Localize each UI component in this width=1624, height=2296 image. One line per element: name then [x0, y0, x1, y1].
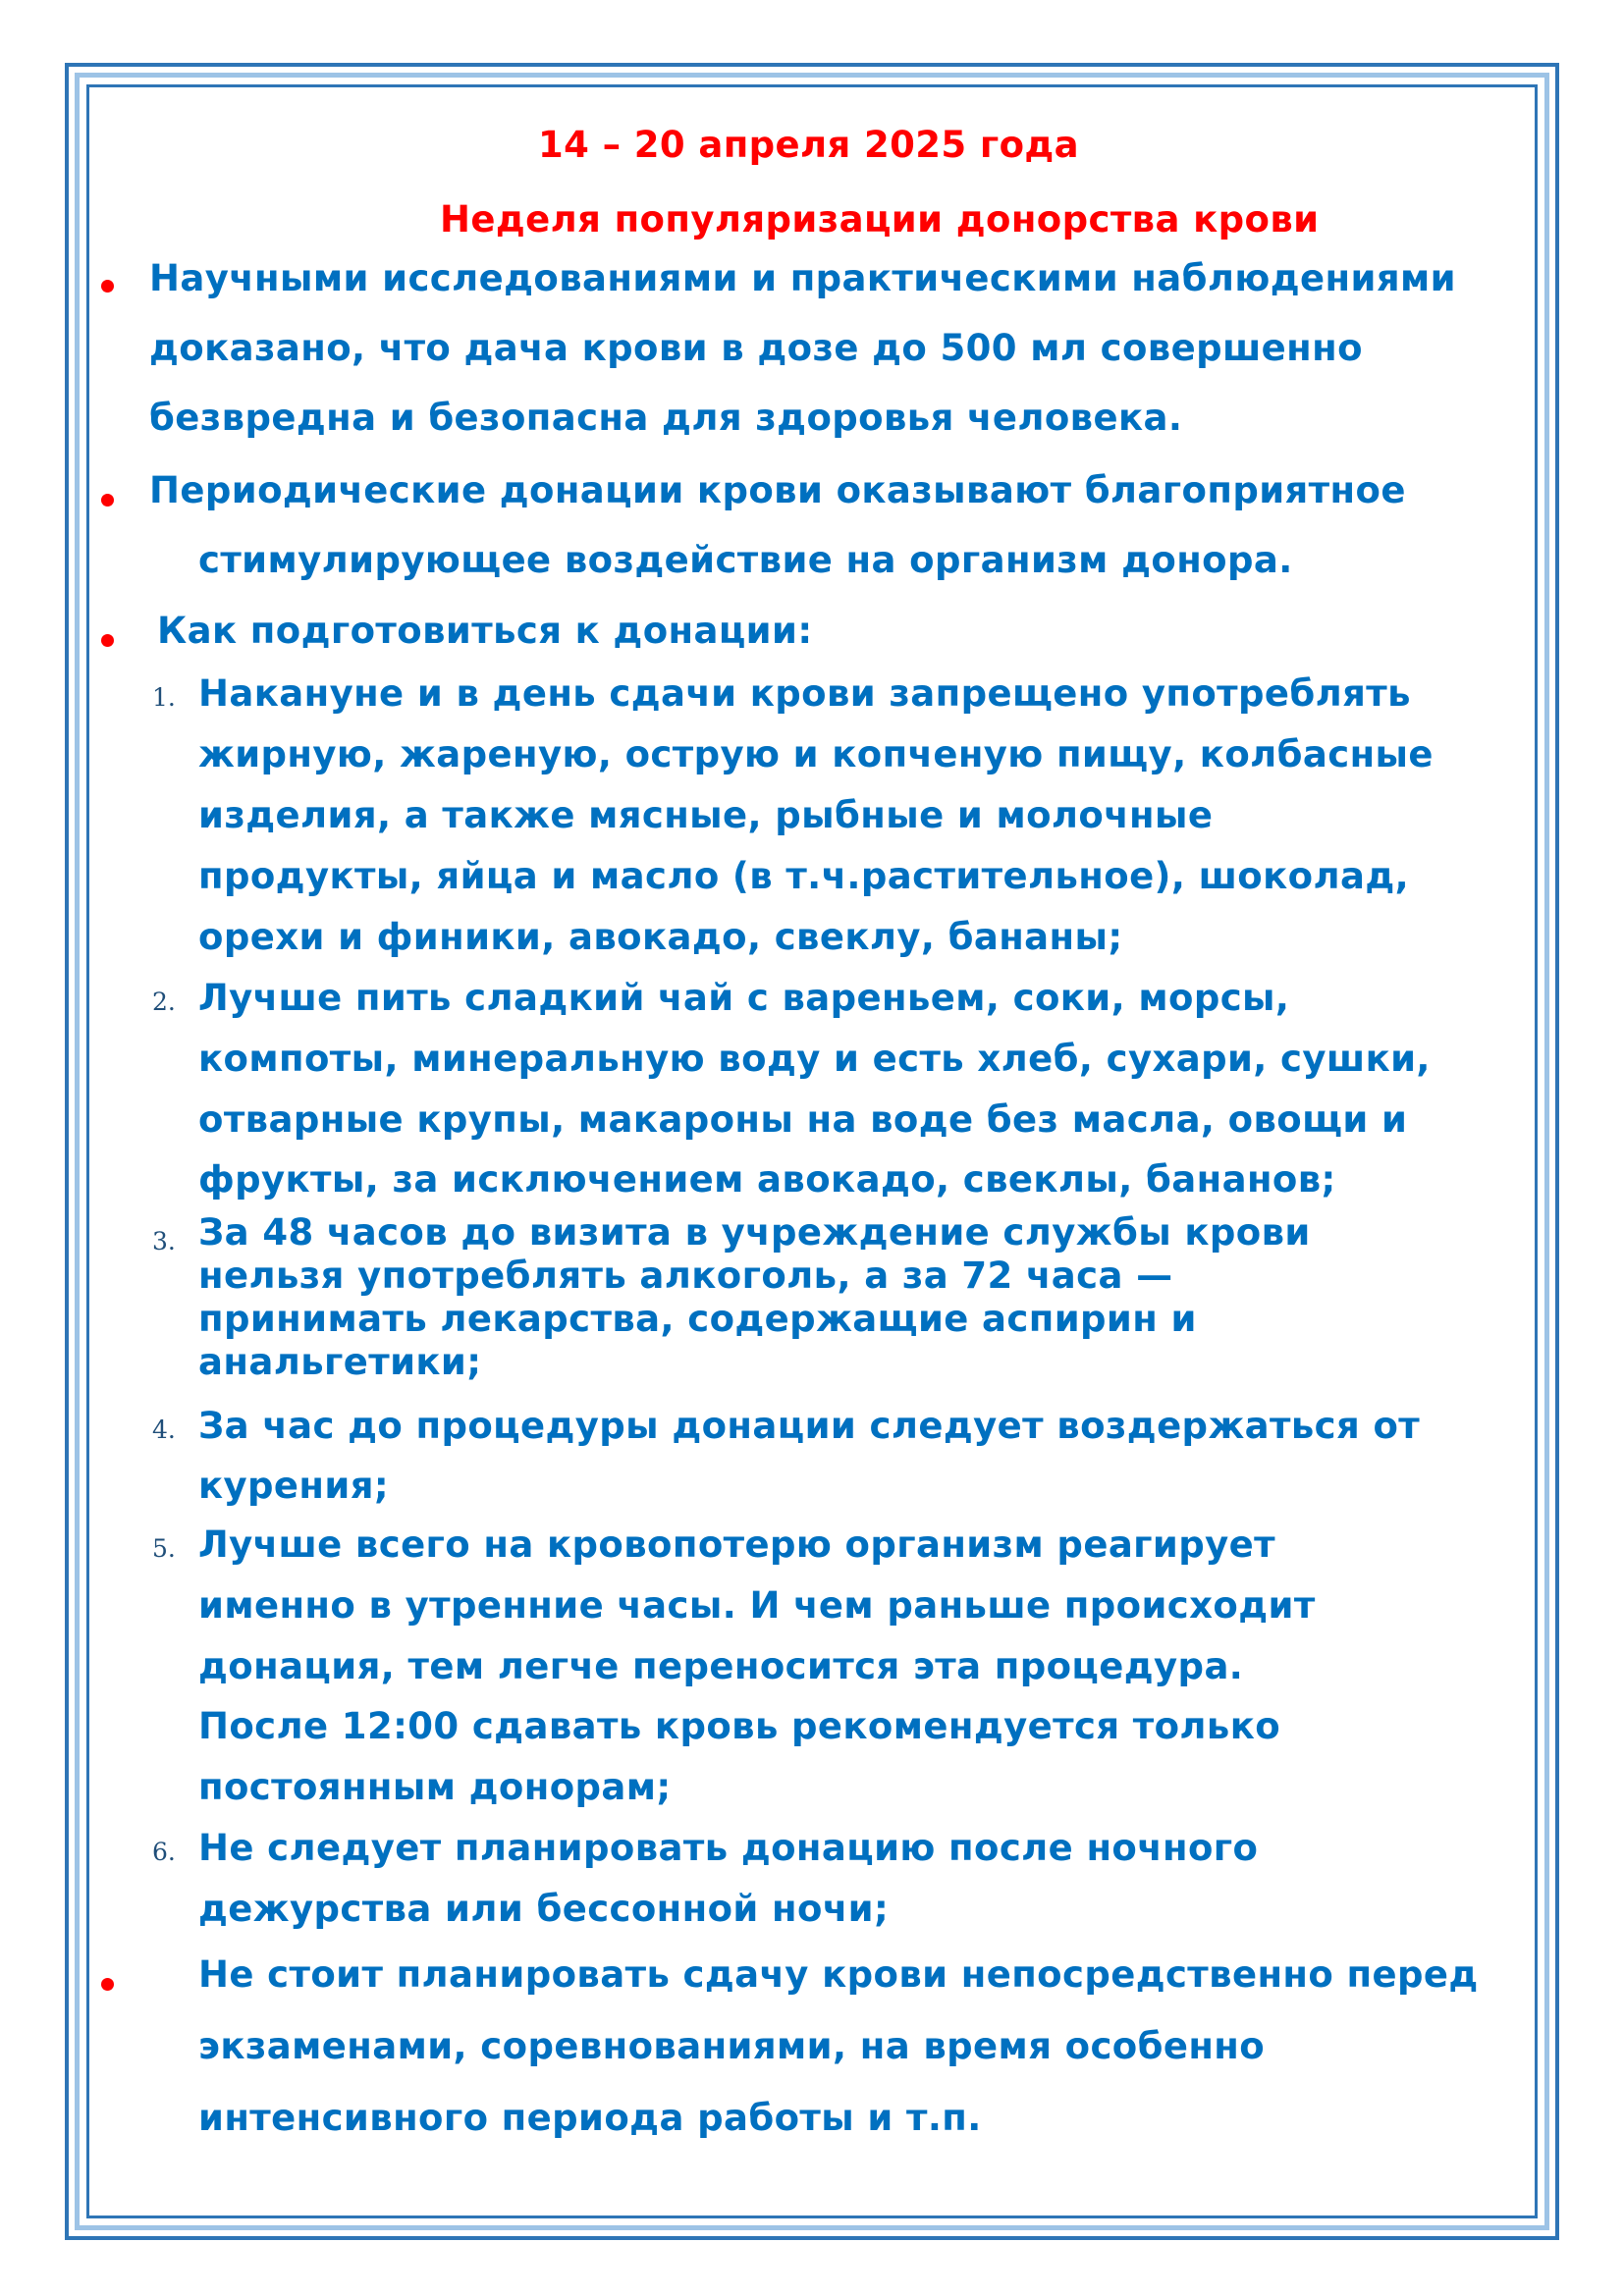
page-title: Неделя популяризации донорства крови: [440, 198, 1320, 240]
step2-line-3: отварные крупы, макароны на воде без масла, овощи и: [198, 1098, 1408, 1141]
step1-line-2: жирную, жареную, острую и копченую пищу, колбасные: [198, 733, 1434, 775]
bullet4-line-2: экзаменами, соревнованиями, на время особенно: [198, 2025, 1266, 2067]
step2-line-2: компоты, минеральную воду и есть хлеб, сухари, сушки,: [198, 1038, 1431, 1080]
step-number: 3.: [152, 1227, 176, 1255]
step3-line-4: анальгетики;: [198, 1341, 482, 1383]
step5-line-3: донация, тем легче переносится эта процедура.: [198, 1645, 1244, 1687]
step2-line-1: Лучше пить сладкий чай с вареньем, соки, морсы,: [198, 977, 1290, 1019]
step1-line-5: орехи и финики, авокадо, свеклу, бананы;: [198, 916, 1123, 958]
step1-line-1: Накануне и в день сдачи крови запрещено употреблять: [198, 672, 1411, 715]
bullet3-text: Как подготовиться к донации:: [157, 610, 813, 652]
step6-line-1: Не следует планировать донацию после ночного: [198, 1827, 1259, 1869]
step4-line-1: За час до процедуры донации следует воздержаться от: [198, 1405, 1421, 1447]
step-number: 5.: [152, 1534, 176, 1563]
step-number: 1.: [152, 683, 176, 712]
step1-line-3: изделия, а также мясные, рыбные и молочные: [198, 794, 1214, 836]
step3-line-3: принимать лекарства, содержащие аспирин и: [198, 1298, 1197, 1340]
bullet2-line-2: стимулирующее воздействие на организм донора.: [198, 539, 1293, 581]
bullet1-line-2: доказано, что дача крови в дозе до 500 мл совершенно: [149, 327, 1363, 369]
bullet1-line-1: Научными исследованиями и практическими наблюдениями: [149, 257, 1456, 299]
bullet-icon: [101, 280, 114, 293]
bullet4-line-3: интенсивного периода работы и т.п.: [198, 2097, 982, 2139]
step5-line-4: После 12:00 сдавать кровь рекомендуется только: [198, 1705, 1281, 1747]
step5-line-2: именно в утренние часы. И чем раньше происходит: [198, 1584, 1316, 1627]
step5-line-1: Лучше всего на кровопотерю организм реагирует: [198, 1523, 1275, 1566]
step4-line-2: курения;: [198, 1465, 390, 1507]
step-number: 2.: [152, 988, 176, 1016]
bullet4-line-1: Не стоит планировать сдачу крови непосредственно перед: [198, 1953, 1479, 1996]
step6-line-2: дежурства или бессонной ночи;: [198, 1888, 890, 1930]
step3-line-2: нельзя употреблять алкоголь, а за 72 часа —: [198, 1255, 1173, 1297]
bullet-icon: [101, 1978, 114, 1991]
step-number: 4.: [152, 1415, 176, 1444]
step3-line-1: За 48 часов до визита в учреждение службы крови: [198, 1211, 1311, 1254]
bullet2-line-1: Периодические донации крови оказывают благоприятное: [149, 469, 1406, 511]
step1-line-4: продукты, яйца и масло (в т.ч.растительное), шоколад,: [198, 855, 1410, 897]
step-number: 6.: [152, 1838, 176, 1866]
bullet-icon: [101, 634, 114, 647]
bullet1-line-3: безвредна и безопасна для здоровья человека.: [149, 397, 1183, 439]
step2-line-4: фрукты, за исключением авокадо, свеклы, бананов;: [198, 1158, 1336, 1201]
date-range-heading: 14 – 20 апреля 2025 года: [538, 124, 1080, 166]
bullet-icon: [101, 494, 114, 507]
step5-line-5: постоянным донорам;: [198, 1766, 672, 1808]
